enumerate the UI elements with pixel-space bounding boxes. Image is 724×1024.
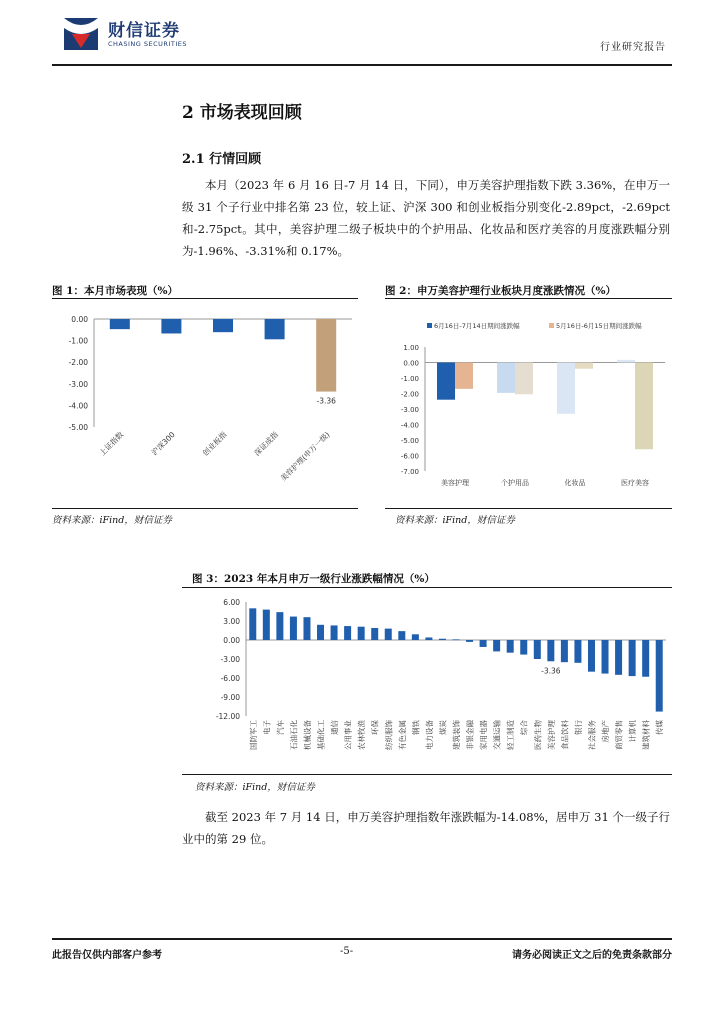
page-number: -5- [340,946,354,957]
fig1-y-tick-label: -4.00 [68,401,88,411]
fig3-x-tick-label: 建筑材料 [641,720,651,750]
fig2-y-tick-label: -4.00 [400,421,419,430]
fig1-bar [161,319,181,333]
fig3-top-rule [182,587,672,588]
fig3-bar [561,640,568,662]
fig3-bar [480,640,487,647]
footer-rule [52,938,672,940]
fig3-x-tick-label: 国防军工 [248,720,258,750]
fig2-y-tick-label: -6.00 [400,452,419,461]
fig2-source: 资料来源：iFind，财信证券 [395,515,515,526]
fig3-bar [344,626,351,640]
fig1-bar [110,319,130,329]
fig2-y-tick-label: -1.00 [400,375,419,383]
fig3-x-tick-label: 农林牧渔 [357,720,367,750]
fig1-chart [52,305,358,505]
fig1-x-tick-label: 深证成指 [252,430,281,458]
fig2-title: 图 2：申万美容护理行业板块月度涨跌情况（%） [385,285,616,297]
fig1-y-tick-label: 0.00 [71,315,88,324]
fig3-bar [439,639,446,640]
fig3-y-tick-label: -9.00 [220,693,240,702]
fig1-y-tick-label: -3.00 [68,379,88,389]
fig3-bar [615,640,622,675]
fig3-x-tick-label: 非银金融 [465,720,475,750]
fig1-y-tick-label: -5.00 [68,423,88,432]
fig3-bar [412,634,419,640]
fig3-x-tick-label: 银行 [573,720,583,735]
fig2-y-tick-label: -2.00 [400,390,419,399]
fig3-x-tick-label: 电力设备 [424,720,434,750]
fig1-bar [265,319,285,339]
fig2-bar [515,363,533,395]
fig3-x-tick-label: 轻工制造 [506,720,516,750]
header-rule [52,64,672,66]
fig1-x-tick-label: 创业板指 [200,430,229,458]
fig3-bar [331,625,338,640]
fig3-x-tick-label: 食品饮料 [560,720,570,750]
fig3-title: 图 3：2023 年本月申万一级行业涨跌幅情况（%） [192,573,435,585]
fig3-x-tick-label: 传媒 [655,720,665,735]
fig3-x-tick-label: 建筑装饰 [452,720,461,750]
company-logo [60,14,102,54]
fig1-y-tick-label: -1.00 [68,336,88,346]
fig3-x-tick-label: 石油石化 [289,720,299,750]
fig3-x-tick-label: 公用事业 [343,720,353,750]
fig2-x-tick-label: 美容护理 [441,479,469,487]
fig3-x-tick-label: 机械设备 [302,720,312,750]
fig3-bar [642,640,649,677]
fig2-bar [575,363,593,369]
fig1-x-tick-label: 美容护理(申万一级) [278,430,332,483]
fig3-bar [574,640,581,663]
fig2-bottom-rule [385,508,672,509]
fig1-x-tick-label: 沪深300 [149,430,177,458]
fig3-y-tick-label: -12.00 [215,712,240,721]
fig1-bar [316,319,336,392]
fig3-x-tick-label: 商贸零售 [614,720,624,750]
fig3-x-tick-label: 电子 [262,720,272,735]
fig3-y-tick-label: 6.00 [223,598,240,607]
fig3-bar [534,640,541,659]
fig2-bar [635,363,653,450]
fig3-x-tick-label: 计算机 [628,720,638,743]
fig2-y-tick-label: 1.00 [403,344,419,352]
fig1-y-tick-label: -2.00 [68,358,88,368]
fig3-bar [466,640,473,642]
fig2-bar [617,360,635,363]
fig2-chart [385,305,672,505]
logo-name-en: CHASING SECURITIES [108,40,187,48]
fig2-x-tick-label: 个护用品 [501,479,529,487]
fig3-y-tick-label: 3.00 [223,617,240,626]
fig3-bar [425,637,432,640]
fig3-bar [588,640,595,672]
subsection-title: 2.1 行情回顾 [182,152,262,167]
fig3-x-tick-label: 医药生物 [533,720,543,750]
fig3-x-tick-label: 家用电器 [479,720,489,750]
fig2-legend-swatch [549,323,554,328]
fig2-y-tick-label: 0.00 [403,359,419,368]
fig3-bar [520,640,527,655]
fig3-bar [656,640,663,712]
fig2-bar [455,363,473,389]
fig3-chart [182,592,672,772]
logo-emblem-icon [60,14,102,54]
fig3-bar [249,608,256,640]
fig3-x-tick-label: 社会服务 [587,720,597,750]
fig3-x-tick-label: 通信 [330,720,340,735]
fig3-y-tick-label: -3.00 [220,655,240,664]
fig3-bar [493,640,500,651]
fig2-bar [497,363,515,393]
fig3-bar [602,640,609,674]
fig3-x-tick-label: 房地产 [601,720,611,743]
fig2-y-tick-label: -5.00 [400,437,419,445]
fig2-bar [437,363,455,400]
fig2-y-tick-label: -7.00 [400,468,419,476]
fig3-bottom-rule [182,774,672,775]
fig3-bar [263,610,270,640]
logo-name-cn: 财信证券 [108,21,180,41]
fig3-x-tick-label: 基础化工 [316,720,326,750]
fig3-bar [303,617,310,640]
fig3-x-tick-label: 综合 [519,720,529,735]
fig3-x-tick-label: 环保 [370,720,380,735]
fig2-x-tick-label: 化妆品 [564,479,586,487]
fig3-data-label: -3.36 [541,666,561,676]
fig3-bar [290,617,297,640]
fig3-bar [385,629,392,640]
fig3-x-tick-label: 有色金属 [397,720,407,750]
fig1-source: 资料来源：iFind，财信证券 [52,515,172,526]
fig1-data-label: -3.36 [316,396,336,406]
fig3-bar [276,612,283,640]
fig3-bar [358,627,365,640]
fig3-x-tick-label: 钢铁 [411,720,421,735]
fig3-x-tick-label: 美容护理 [546,720,556,750]
fig3-bar [317,625,324,640]
fig2-legend-label: 5月16日-6月15日期间涨跌幅 [556,322,642,330]
fig2-x-tick-label: 医疗美容 [621,479,649,487]
fig3-source: 资料来源：iFind，财信证券 [195,782,315,793]
section-title: 2 市场表现回顾 [182,103,302,123]
fig2-bar [557,363,575,414]
paragraph-1: 本月（2023 年 6 月 16 日-7 月 14 日，下同），申万美容护理指数下跌 3.36%，在申万一级 31 个子行业中排名第 23 位，较上证、沪深 300 和创业板指分别变化-2.89pct，-2.69pct 和-2.75pct。其中，美容护理二级子板块中的个护用品、化妆品和医疗美容的月度涨跌幅分别为-1.96%、-3.31%和 0.17%。 [182,178,670,258]
paragraph-2: 截至 2023 年 7 月 14 日，申万美容护理指数年涨跌幅为-14.08%，居申万 31 个一级子行业中的第 29 位。 [182,810,670,846]
fig3-x-tick-label: 纺织服饰 [384,720,394,750]
fig3-y-tick-label: -6.00 [220,674,240,683]
fig1-bar [213,319,233,332]
fig3-x-tick-label: 煤炭 [438,720,448,735]
fig2-legend-swatch [427,323,432,328]
fig3-bar [629,640,636,676]
fig1-title: 图 1：本月市场表现（%） [52,285,178,297]
fig3-x-tick-label: 交通运输 [492,720,502,750]
fig2-top-rule [385,298,672,299]
fig3-y-tick-label: 0.00 [223,636,240,645]
fig1-x-tick-label: 上证指数 [97,430,126,458]
fig2-legend-label: 6月16日-7月14日期间涨跌幅 [434,322,520,330]
fig3-bar [398,631,405,640]
fig3-bar [453,639,460,640]
report-type: 行业研究报告 [600,42,666,53]
footer-disclaimer-right: 请务必阅读正文之后的免责条款部分 [512,950,672,961]
fig3-bar [371,628,378,640]
fig3-x-tick-label: 汽车 [275,720,285,735]
fig1-top-rule [52,298,358,299]
fig1-bottom-rule [52,508,358,509]
fig3-bar [547,640,554,661]
footer-disclaimer-left: 此报告仅供内部客户参考 [52,950,162,961]
fig3-bar [507,640,514,653]
fig2-y-tick-label: -3.00 [400,406,419,414]
